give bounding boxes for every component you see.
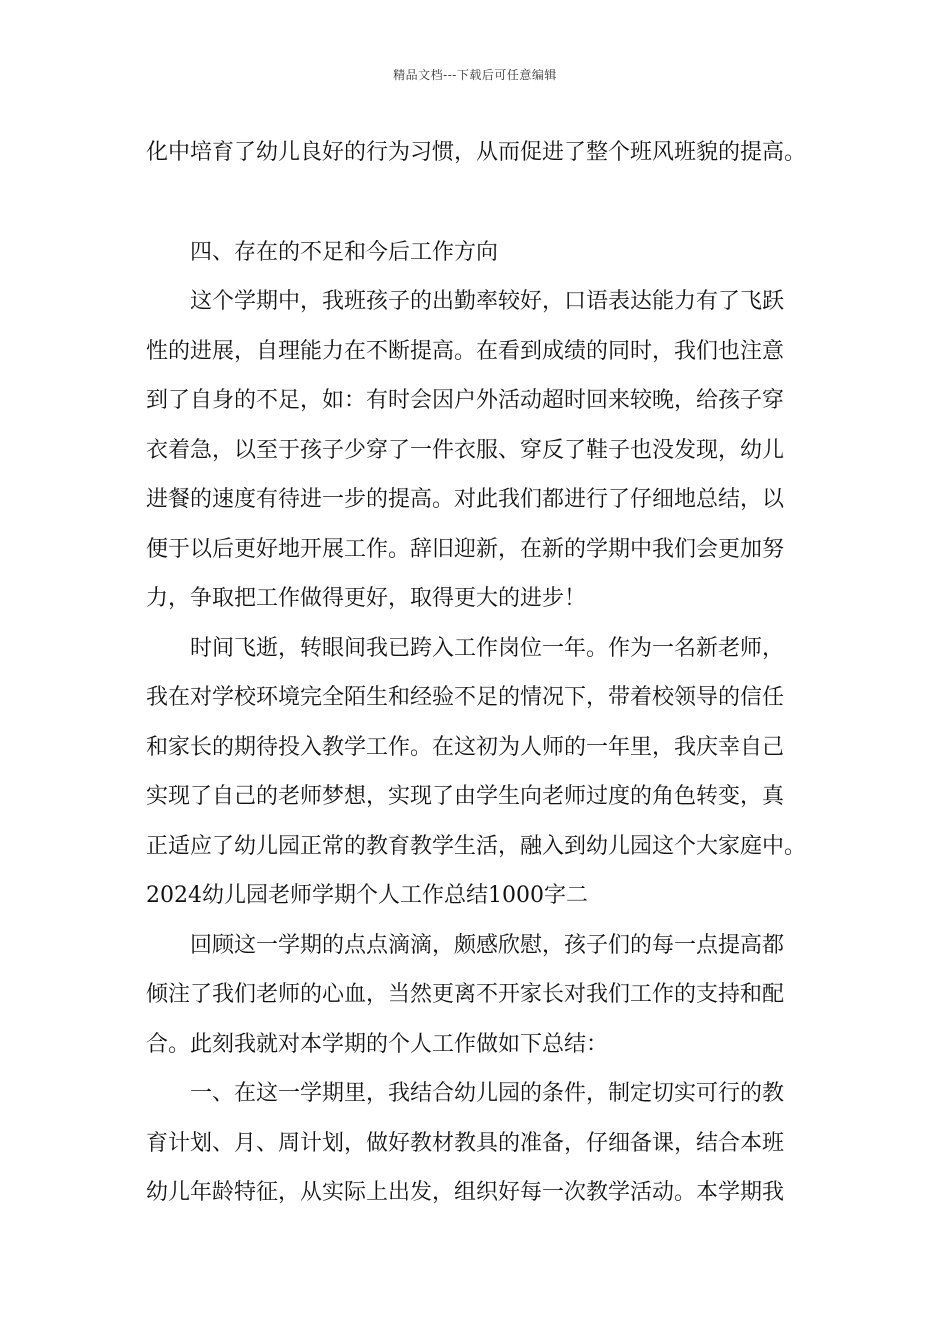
text-line: 倾注了我们老师的心血，当然更离不开家长对我们工作的支持和配: [146, 982, 785, 1007]
text-line: 时间飞逝，转眼间我已跨入工作岗位一年。作为一名新老师，: [190, 636, 785, 661]
text-line: 幼儿年龄特征，从实际上出发，组织好每一次教学活动。本学期我: [146, 1180, 785, 1205]
text-line: 我在对学校环境完全陌生和经验不足的情况下，带着校领导的信任: [146, 685, 785, 710]
text-line: 这个学期中，我班孩子的出勤率较好，口语表达能力有了飞跃: [190, 289, 785, 314]
text-line: 便于以后更好地开展工作。辞旧迎新，在新的学期中我们会更加努: [146, 537, 785, 562]
text-line: 回顾这一学期的点点滴滴，颇感欣慰，孩子们的每一点提高都: [190, 933, 785, 958]
text-line: 正适应了幼儿园正常的教育教学生活，融入到幼儿园这个大家庭中。: [146, 834, 807, 859]
text-line: 到了自身的不足，如：有时会因户外活动超时回来较晚，给孩子穿: [146, 388, 785, 413]
text-line: 合。此刻我就对本学期的个人工作做如下总结：: [146, 1032, 609, 1057]
section-heading: 四、存在的不足和今后工作方向: [190, 240, 499, 265]
text-line: 性的进展，自理能力在不断提高。在看到成绩的同时，我们也注意: [146, 339, 785, 364]
text-line: 和家长的期待投入教学工作。在这初为人师的一年里，我庆幸自己: [146, 735, 785, 760]
document-subtitle: 2024幼儿园老师学期个人工作总结1000字二: [146, 883, 588, 908]
text-line: 一、在这一学期里，我结合幼儿园的条件，制定切实可行的教: [190, 1081, 785, 1106]
text-line: 育计划、月、周计划，做好教材教具的准备，仔细备课，结合本班: [146, 1131, 785, 1156]
text-line: 实现了自己的老师梦想，实现了由学生向老师过度的角色转变，真: [146, 784, 785, 809]
text-line: 衣着急，以至于孩子少穿了一件衣服、穿反了鞋子也没发现，幼儿: [146, 438, 785, 463]
text-line: 化中培育了幼儿良好的行为习惯，从而促进了整个班风班貌的提高。: [146, 140, 807, 165]
page-header: 精品文档---下载后可任意编辑: [393, 68, 557, 82]
text-line: 力，争取把工作做得更好，取得更大的进步！: [146, 586, 587, 611]
text-line: 进餐的速度有待进一步的提高。对此我们都进行了仔细地总结，以: [146, 487, 785, 512]
